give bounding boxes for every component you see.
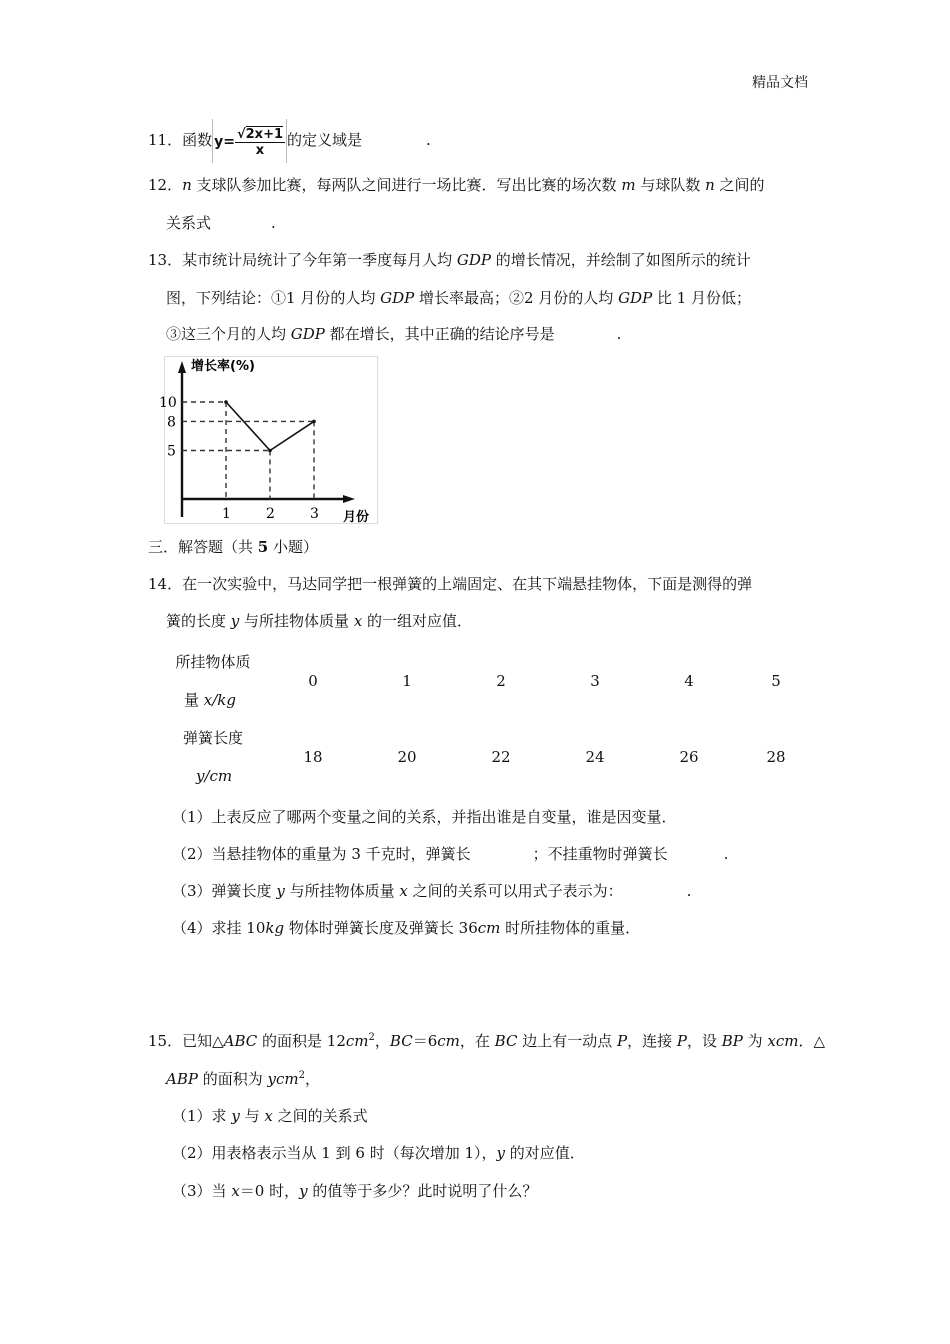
table-row-label: 弹簧长度 y/cm xyxy=(182,729,243,785)
table-row-label: 所挂物体质 量 x/kg xyxy=(175,653,251,709)
x-tick-label: 3 xyxy=(310,506,319,522)
question-14-line-1: 14．在一次实验中，马达同学把一根弹簧的上端固定、在其下端悬挂物体，下面是测得的弹 xyxy=(148,575,753,593)
question-15-part-3: （3）当 x＝0 时，y 的值等于多少？此时说明了什么？ xyxy=(172,1182,538,1200)
question-14-part-1: （1）上表反应了哪两个变量之间的关系，并指出谁是自变量，谁是因变量． xyxy=(172,808,677,826)
y-tick-label: 5 xyxy=(167,443,176,460)
chart-svg xyxy=(159,357,377,525)
question-15-part-2: （2）用表格表示当从 1 到 6 时（每次增加 1），y 的对应值． xyxy=(172,1144,585,1162)
table-cell: 18 xyxy=(303,748,323,766)
question-14-part-4: （4）求挂 10kg 物体时弹簧长度及弹簧长 36cm 时所挂物体的重量． xyxy=(172,919,641,937)
question-13-line-2: 图，下列结论：①1 月份的人均 GDP 增长率最高；②2 月份的人均 GDP 比 1 月份低； xyxy=(166,289,752,307)
question-12-line-2: 关系式 . xyxy=(166,214,276,232)
y-tick-label: 8 xyxy=(167,414,176,431)
table-cell: 3 xyxy=(590,672,600,690)
x-tick-label: 2 xyxy=(266,506,275,522)
table-cell: 26 xyxy=(679,748,699,766)
question-15-line-1: 15．已知△ABC 的面积是 $12cm^2$，BC＝6cm，在 BC 边上有一动点 P，连接 P，设 BP 为 xcm．△ xyxy=(148,1032,826,1050)
page-header-label: 精品文档 xyxy=(752,75,808,91)
x-axis-arrow-icon xyxy=(343,495,355,503)
x-tick-label: 1 xyxy=(222,506,231,522)
question-13-line-3: ③这三个月的人均 GDP 都在增长，其中正确的结论序号是 . xyxy=(166,325,622,343)
x-axis-label: 月份 xyxy=(343,510,370,525)
fraction: $\frac{√2x+1}{x}$ xyxy=(236,126,284,158)
table-cell: 20 xyxy=(397,748,417,766)
question-12-line-1: 12．n 支球队参加比赛，每两队之间进行一场比赛．写出比赛的场次数 m 与球队数 n 之间的 xyxy=(148,176,765,194)
series-line xyxy=(226,402,314,451)
y-tick-label: 10 xyxy=(159,395,177,411)
function-formula: y= $\frac{√2x+1}{x}$ xyxy=(212,119,287,163)
table-cell: 28 xyxy=(766,748,786,766)
table-cell: 24 xyxy=(585,748,605,766)
sqrt-icon: √ xyxy=(236,126,246,142)
table-cell: 2 xyxy=(496,672,506,690)
question-13-line-1: 13．某市统计局统计了今年第一季度每月人均 GDP 的增长情况，并绘制了如图所示的统计 xyxy=(148,251,751,269)
question-14-part-3: （3）弹簧长度 y 与所挂物体质量 x 之间的关系可以用式子表示为： . xyxy=(172,882,692,900)
table-cell: 1 xyxy=(402,672,412,690)
table-cell: 4 xyxy=(684,672,694,690)
table-cell: 0 xyxy=(308,672,318,690)
question-14-line-2: 簧的长度 y 与所挂物体质量 x 的一组对应值． xyxy=(166,612,473,630)
section-3-heading: 三．解答题（共 5 小题） xyxy=(148,538,318,556)
y-axis-label: 增长率(%) xyxy=(191,359,255,374)
table-row xyxy=(160,719,816,795)
question-15-part-1: （1）求 y 与 x 之间的关系式 xyxy=(172,1107,368,1125)
question-11: 11．函数 y= $\frac{√2x+1}{x}$ 的定义域是 . xyxy=(148,118,431,163)
question-15-line-2: ABP 的面积为 ycm$^2$， xyxy=(166,1070,320,1088)
table-cell: 5 xyxy=(771,672,781,690)
table-cell: 22 xyxy=(491,748,511,766)
question-number: 11． xyxy=(148,131,183,149)
y-axis-arrow-icon xyxy=(178,361,186,373)
spring-data-table xyxy=(160,643,816,795)
table-row xyxy=(160,643,816,719)
growth-rate-chart xyxy=(159,356,378,525)
question-14-part-2: （2）当悬挂物体的重量为 3 千克时，弹簧长 ；不挂重物时弹簧长 . xyxy=(172,845,729,863)
